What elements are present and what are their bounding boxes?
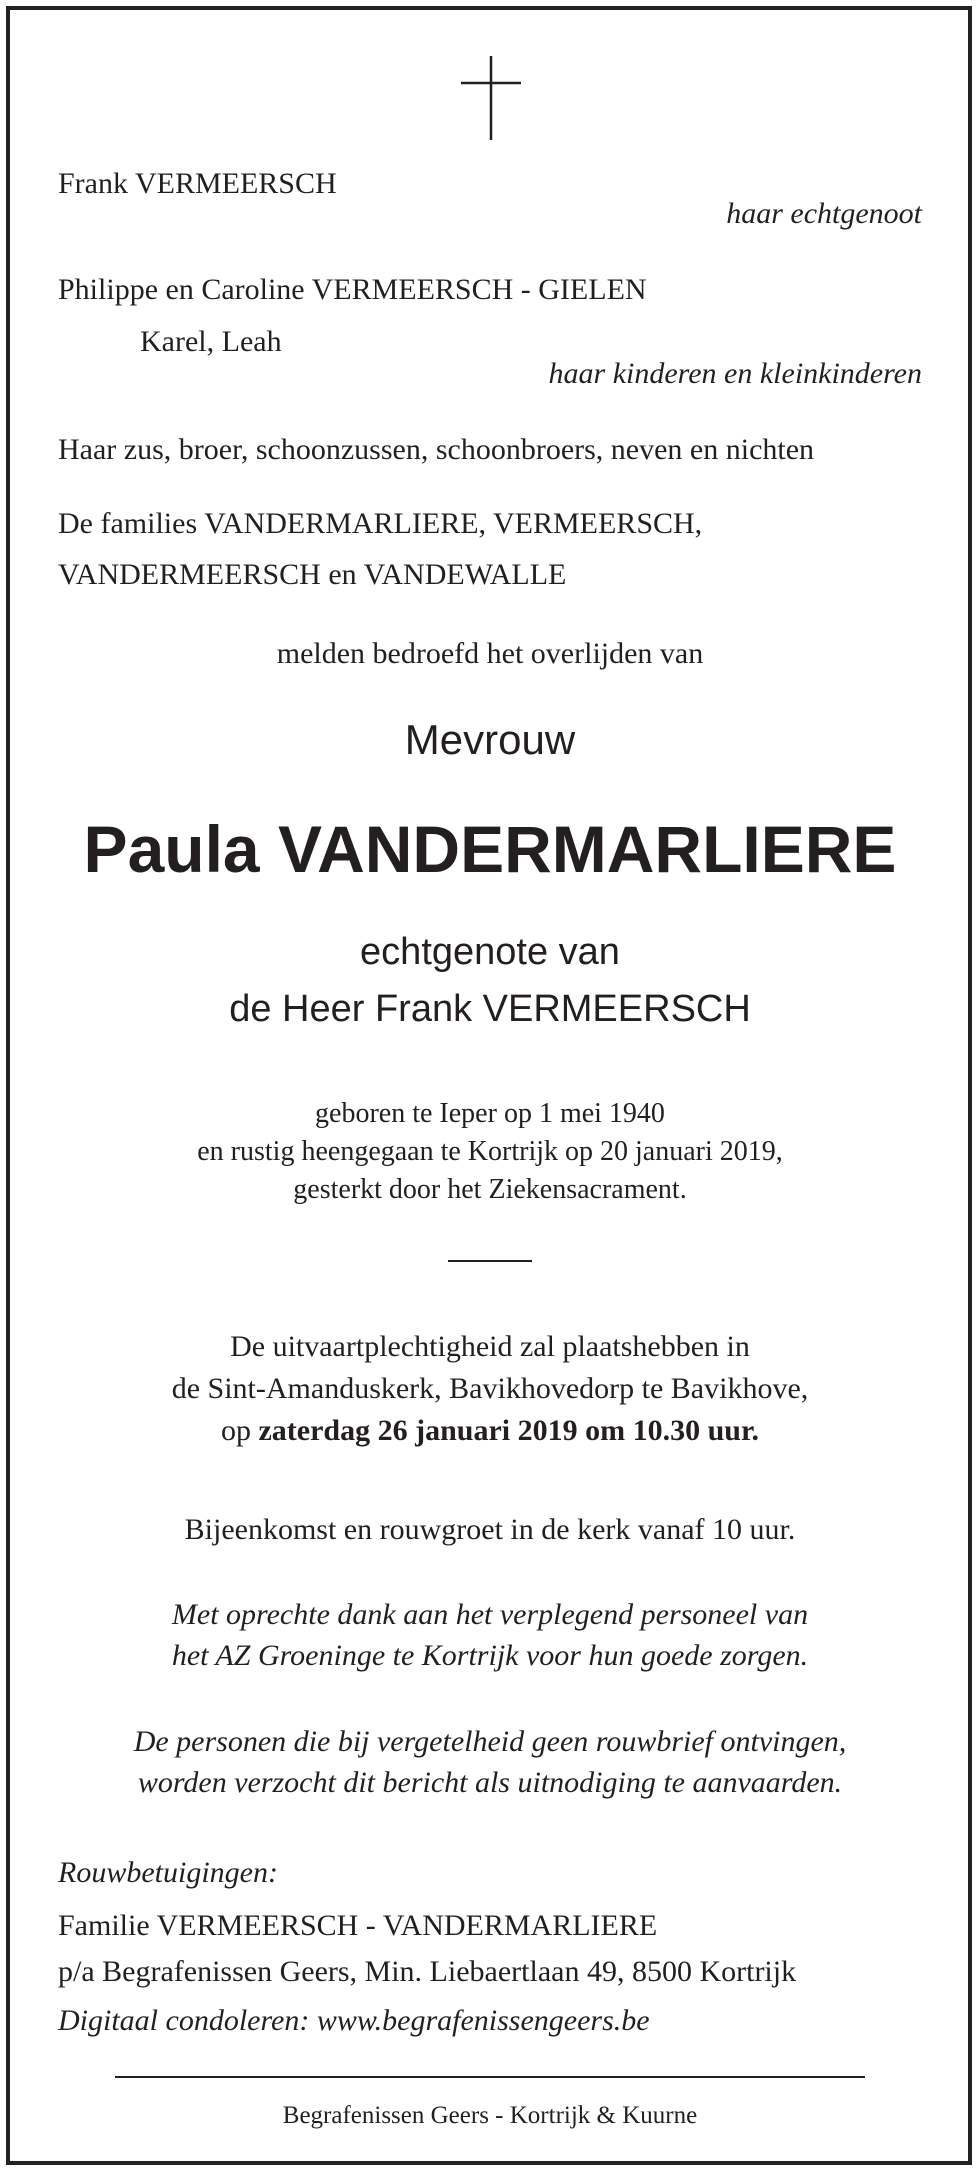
funeral-date-time: zaterdag 26 januari 2019 om 10.30 uur. xyxy=(258,1414,760,1447)
passing-line: en rustig heengegaan te Kortrijk op 20 januari 2019, xyxy=(197,1136,783,1167)
funeral-line-3 xyxy=(0,1414,980,1448)
short-divider xyxy=(448,1260,532,1262)
condolences-online: Digitaal condoleren: www.begrafenissengeers.be xyxy=(58,2004,650,2037)
children-role: haar kinderen en kleinkinderen xyxy=(548,357,922,390)
relation-line-1: echtgenote van xyxy=(360,931,620,973)
funeral-line-2: de Sint-Amanduskerk, Bavikhovedorp te Bavikhove, xyxy=(171,1372,809,1405)
families-line-2: VANDERMEERSCH en VANDEWALLE xyxy=(58,558,567,591)
husband-role: haar echtgenoot xyxy=(726,197,922,230)
condolences-heading: Rouwbetuigingen: xyxy=(58,1856,278,1889)
condolences-family: Familie VERMEERSCH - VANDERMARLIERE xyxy=(58,1909,658,1942)
thanks-line-1: Met oprechte dank aan het verplegend personeel van xyxy=(171,1598,809,1631)
gathering-line: Bijeenkomst en rouwgroet in de kerk vanaf 10 uur. xyxy=(184,1513,796,1546)
notice-line-2: worden verzocht dit bericht als uitnodiging te aanvaarden. xyxy=(137,1766,843,1799)
deceased-name: Paula VANDERMARLIERE xyxy=(83,812,897,886)
sacrament-line: gesterkt door het Ziekensacrament. xyxy=(293,1174,687,1205)
funeral-line-1: De uitvaartplechtigheid zal plaatshebben in xyxy=(230,1330,750,1363)
footer-undertaker: Begrafenissen Geers - Kortrijk & Kuurne xyxy=(282,2102,698,2129)
birth-line: geboren te Ieper op 1 mei 1940 xyxy=(315,1098,665,1129)
condolences-address: p/a Begrafenissen Geers, Min. Liebaertlaan 49, 8500 Kortrijk xyxy=(58,1955,797,1988)
funeral-prefix: op xyxy=(220,1414,251,1447)
relation-line-2: de Heer Frank VERMEERSCH xyxy=(229,988,751,1030)
grandchildren-names: Karel, Leah xyxy=(140,325,282,358)
thanks-line-2: het AZ Groeninge te Kortrijk voor hun goede zorgen. xyxy=(171,1639,809,1672)
cross-icon xyxy=(461,56,521,140)
footer-divider xyxy=(115,2076,865,2078)
siblings-line: Haar zus, broer, schoonzussen, schoonbroers, neven en nichten xyxy=(58,433,815,466)
children-names: Philippe en Caroline VERMEERSCH - GIELEN xyxy=(58,273,647,306)
announcement-line: melden bedroefd het overlijden van xyxy=(276,637,704,670)
deceased-title: Mevrouw xyxy=(404,716,576,763)
notice-line-1: De personen die bij vergetelheid geen rouwbrief ontvingen, xyxy=(133,1725,847,1758)
families-line-1: De families VANDERMARLIERE, VERMEERSCH, xyxy=(58,507,703,540)
husband-name: Frank VERMEERSCH xyxy=(58,167,337,200)
